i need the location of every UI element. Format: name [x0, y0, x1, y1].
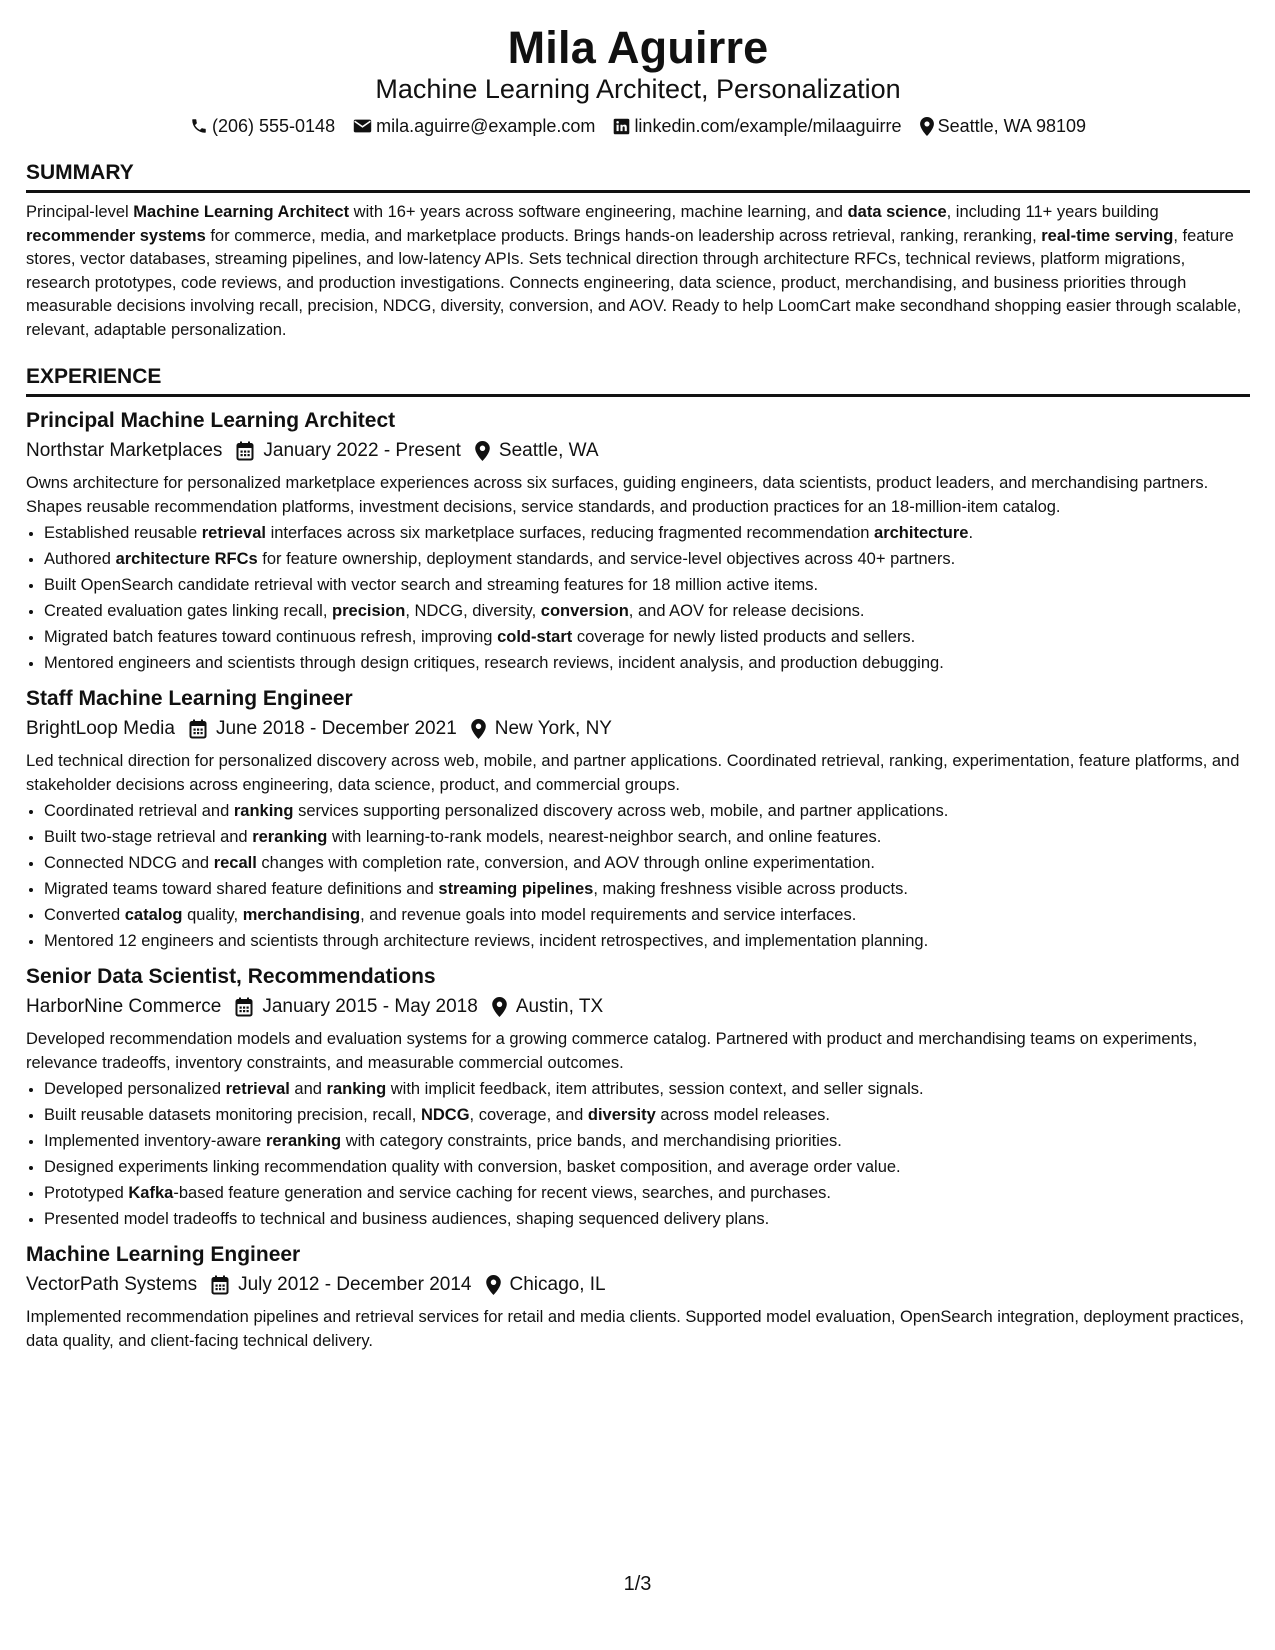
- text-segment: changes with completion rate, conversion, and AOV through online experimentation.: [256, 853, 876, 872]
- text-segment: with category constraints, price bands, and merchandising priorities.: [341, 1131, 842, 1150]
- text-segment: , NDCG, diversity,: [405, 601, 541, 620]
- job-bullet: [44, 852, 1250, 876]
- job-dates: July 2012 - December 2014: [238, 1274, 472, 1295]
- contact-linkedin-text[interactable]: linkedin.com/example/milaaguirre: [634, 116, 902, 136]
- job-dates: January 2022 - Present: [263, 440, 461, 461]
- summary-heading: SUMMARY: [26, 160, 1250, 193]
- job-bullet: [44, 600, 1250, 624]
- text-segment: with 16+ years across software engineering, machine learning, and: [349, 203, 848, 221]
- text-segment: Implemented inventory-aware: [44, 1131, 266, 1150]
- text-segment: Migrated teams toward shared feature definitions and: [44, 879, 439, 898]
- bold-keyword: recall: [213, 853, 257, 872]
- job-bullet: [44, 1130, 1250, 1154]
- job-bullet: [44, 826, 1250, 850]
- bold-keyword: Kafka: [128, 1183, 174, 1202]
- map-marker-icon: [475, 441, 490, 461]
- contact-linkedin[interactable]: [613, 114, 901, 138]
- text-segment: for commerce, media, and marketplace products. Brings hands-on leadership across retrieval, ranking, reranking,: [205, 226, 1042, 245]
- bold-keyword: Machine Learning Architect: [133, 203, 350, 221]
- job-dates: January 2015 - May 2018: [262, 996, 478, 1017]
- bold-keyword: precision: [332, 601, 406, 620]
- job-bullet: [44, 1104, 1250, 1128]
- text-segment: , feature stores, vector databases, streaming pipelines, and low-latency APIs. Sets technical direction through architecture RFCs, technical reviews, platform migrations, research prototypes, code reviews, and production investigations. Connects engineering, data science, product, merchandising, and business priorities through measurable decisions involving recall, precision, NDCG, diversity, conversion, and AOV. Ready to help LoomCart make secondhand shopping easier through scalable, relevant, adaptable personalization.: [26, 226, 1242, 339]
- job-bullet: [44, 1182, 1250, 1206]
- bold-keyword: diversity: [587, 1105, 656, 1124]
- text-segment: Established reusable: [44, 523, 202, 542]
- map-marker-icon: [920, 117, 934, 136]
- text-segment: Created evaluation gates linking recall,: [44, 601, 333, 620]
- text-segment: interfaces across six marketplace surfaces, reducing fragmented recommendation: [265, 523, 875, 542]
- text-segment: , coverage, and: [469, 1105, 588, 1124]
- contact-email[interactable]: [353, 114, 595, 138]
- job-meta: [26, 715, 1250, 743]
- bold-keyword: cold-start: [497, 627, 573, 646]
- summary-section: [26, 160, 1250, 342]
- map-marker-icon: [471, 719, 486, 739]
- map-marker-icon: [492, 997, 507, 1017]
- job-description: Implemented recommendation pipelines and retrieval services for retail and media clients. Supported model evaluation, OpenSearch integration, deployment practices, data quality, and client-facing technical delivery.: [26, 1308, 1244, 1350]
- job-list: [26, 407, 1250, 1353]
- contact-phone: [190, 114, 335, 138]
- job-dates: June 2018 - December 2021: [215, 718, 457, 739]
- contact-phone-text: (206) 555-0148: [211, 116, 336, 136]
- text-segment: , and AOV for release decisions.: [628, 601, 865, 620]
- job-bullet: [44, 522, 1250, 546]
- calendar-icon: [235, 997, 253, 1017]
- text-segment: Coordinated retrieval and: [44, 801, 234, 820]
- job-company: HarborNine Commerce: [26, 996, 222, 1017]
- text-segment: Authored: [44, 549, 116, 568]
- resume-header: [26, 22, 1250, 138]
- bold-keyword: reranking: [265, 1131, 342, 1150]
- job-entry: [26, 407, 1250, 675]
- text-segment: Presented model tradeoffs to technical and business audiences, shaping sequenced delivery plans.: [44, 1209, 770, 1228]
- bold-keyword: merchandising: [242, 905, 361, 924]
- job-title: Senior Data Scientist, Recommendations: [26, 965, 436, 988]
- job-meta: [26, 437, 1250, 465]
- text-segment: Mentored 12 engineers and scientists through architecture reviews, incident retrospectives, and implementation planning.: [44, 931, 929, 950]
- phone-icon: [190, 117, 208, 135]
- job-bullet: [44, 878, 1250, 902]
- calendar-icon: [236, 441, 254, 461]
- bold-keyword: retrieval: [201, 523, 266, 542]
- text-segment: .: [968, 523, 974, 542]
- text-segment: with learning-to-rank models, nearest-neighbor search, and online features.: [327, 827, 882, 846]
- candidate-name: Mila Aguirre: [507, 22, 769, 73]
- envelope-icon: [353, 118, 372, 134]
- text-segment: Mentored engineers and scientists through design critiques, research reviews, incident analysis, and production debugging.: [44, 653, 944, 672]
- bold-keyword: ranking: [326, 1079, 387, 1098]
- map-marker-icon: [486, 1275, 501, 1295]
- bold-keyword: ranking: [233, 801, 294, 820]
- text-segment: Prototyped: [44, 1183, 129, 1202]
- bold-keyword: real-time serving: [1041, 226, 1174, 245]
- text-segment: for feature ownership, deployment standards, and service-level objectives across 40+ partners.: [257, 549, 956, 568]
- text-segment: , making freshness visible across products.: [593, 879, 908, 898]
- text-segment: coverage for newly listed products and sellers.: [572, 627, 916, 646]
- job-bullet: [44, 548, 1250, 572]
- job-entry: [26, 1241, 1250, 1353]
- job-bullet: [44, 1078, 1250, 1102]
- candidate-role: Machine Learning Architect, Personalization: [375, 74, 901, 104]
- job-bullet: [44, 1156, 1250, 1180]
- job-bullet: [44, 1208, 1250, 1232]
- text-segment: -based feature generation and service caching for recent views, searches, and purchases.: [173, 1183, 831, 1202]
- text-segment: Connected NDCG and: [44, 853, 214, 872]
- text-segment: Principal-level: [26, 203, 134, 221]
- bold-keyword: catalog: [124, 905, 183, 924]
- job-title: Machine Learning Engineer: [26, 1243, 301, 1266]
- text-segment: Migrated batch features toward continuous refresh, improving: [44, 627, 498, 646]
- bold-keyword: architecture RFCs: [115, 549, 258, 568]
- text-segment: and: [289, 1079, 327, 1098]
- job-description: Led technical direction for personalized discovery across web, mobile, and partner applications. Coordinated retrieval, ranking, experimentation, feature platforms, and stakeholder decisions across engineering, data science, product, and commercial groups.: [26, 752, 1240, 794]
- bold-keyword: reranking: [252, 827, 328, 846]
- contact-email-text[interactable]: mila.aguirre@example.com: [376, 116, 596, 136]
- text-segment: , including 11+ years building: [946, 203, 1159, 221]
- job-description: Owns architecture for personalized marketplace experiences across six surfaces, guiding engineers, data scientists, product leaders, and merchandising partners. Shapes reusable recommendation platforms, investment decisions, service standards, and production practices for an 18-million-item catalog.: [26, 474, 1209, 516]
- job-meta: [26, 1271, 1250, 1299]
- text-segment: , and revenue goals into model requirements and service interfaces.: [360, 905, 857, 924]
- job-location: Chicago, IL: [509, 1274, 606, 1295]
- job-bullet: [44, 652, 1250, 676]
- job-location: Seattle, WA: [498, 440, 599, 461]
- summary-text: [26, 201, 1250, 342]
- contact-bar: [26, 114, 1250, 138]
- text-segment: Built reusable datasets monitoring precision, recall,: [44, 1105, 421, 1124]
- bold-keyword: recommender systems: [26, 226, 206, 245]
- page-indicator: 1/3: [623, 1573, 652, 1595]
- text-segment: with implicit feedback, item attributes, session context, and seller signals.: [386, 1079, 924, 1098]
- job-title: Staff Machine Learning Engineer: [26, 687, 353, 710]
- job-bullet: [44, 930, 1250, 954]
- text-segment: Developed personalized: [44, 1079, 226, 1098]
- job-bullet: [44, 626, 1250, 650]
- text-segment: Designed experiments linking recommendation quality with conversion, basket composition, and average order value.: [44, 1157, 901, 1176]
- text-segment: services supporting personalized discovery across web, mobile, and partner applications.: [293, 801, 949, 820]
- bold-keyword: streaming pipelines: [438, 879, 594, 898]
- job-bullets: [26, 522, 1250, 676]
- job-title: Principal Machine Learning Architect: [26, 409, 396, 432]
- contact-location-text: Seattle, WA 98109: [937, 116, 1086, 136]
- text-segment: across model releases.: [655, 1105, 830, 1124]
- experience-section: [26, 364, 1250, 1353]
- job-description: Developed recommendation models and evaluation systems for a growing commerce catalog. Partnered with product and merchandising teams on experiments, relevance tradeoffs, inventory constraints, and measurable commercial outcomes.: [26, 1030, 1198, 1072]
- linkedin-icon: [613, 118, 630, 135]
- calendar-icon: [211, 1275, 229, 1295]
- calendar-icon: [189, 719, 207, 739]
- text-segment: Converted: [44, 905, 125, 924]
- job-company: BrightLoop Media: [26, 718, 175, 739]
- contact-location: [920, 114, 1086, 138]
- resume-page: [26, 22, 1250, 1353]
- bold-keyword: architecture: [874, 523, 969, 542]
- job-entry: [26, 685, 1250, 953]
- job-meta: [26, 993, 1250, 1021]
- job-bullet: [44, 574, 1250, 598]
- text-segment: quality,: [182, 905, 243, 924]
- job-bullets: [26, 1078, 1250, 1232]
- bold-keyword: NDCG: [420, 1105, 470, 1124]
- text-segment: Built OpenSearch candidate retrieval with vector search and streaming features for 18 million active items.: [44, 575, 819, 594]
- text-segment: Built two-stage retrieval and: [44, 827, 253, 846]
- job-bullet: [44, 904, 1250, 928]
- job-entry: [26, 963, 1250, 1231]
- bold-keyword: conversion: [540, 601, 629, 620]
- job-company: VectorPath Systems: [26, 1274, 198, 1295]
- experience-heading: EXPERIENCE: [26, 364, 1250, 397]
- job-location: New York, NY: [494, 718, 612, 739]
- bold-keyword: data science: [847, 203, 947, 221]
- bold-keyword: retrieval: [225, 1079, 290, 1098]
- job-bullets: [26, 800, 1250, 954]
- job-company: Northstar Marketplaces: [26, 440, 223, 461]
- job-bullet: [44, 800, 1250, 824]
- job-location: Austin, TX: [515, 996, 604, 1017]
